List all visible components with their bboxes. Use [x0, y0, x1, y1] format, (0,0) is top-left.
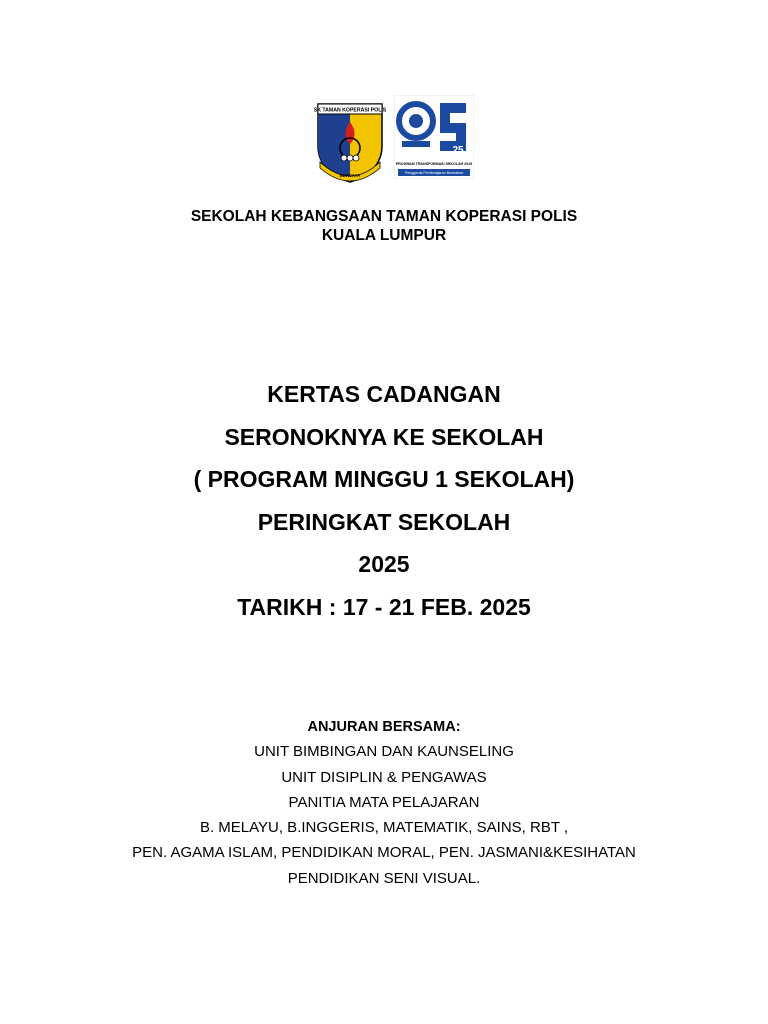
ts-number: 25	[452, 145, 464, 156]
crest-motto-text: BERJAYA	[339, 173, 361, 178]
title-line-3: ( PROGRAM MINGGU 1 SEKOLAH)	[193, 466, 575, 493]
organizer-line: PENDIDIKAN SENI VISUAL.	[287, 869, 481, 887]
school-header	[0, 207, 768, 245]
organizer-line: PANITIA MATA PELAJARAN	[288, 793, 480, 811]
title-line-2: SERONOKNYA KE SEKOLAH	[224, 423, 544, 450]
title-date: TARIKH : 17 - 21 FEB. 2025	[237, 593, 531, 620]
title-line-4: PERINGKAT SEKOLAH	[257, 508, 511, 535]
crest-top-text: SK TAMAN KOPERASI POLIS	[314, 107, 386, 114]
ts-logo-subtext: Penggerak Pembelajaran Bermakna	[405, 171, 463, 176]
organizers-section	[0, 717, 768, 894]
title-line-1: KERTAS CADANGAN	[267, 381, 501, 407]
title-year: 2025	[358, 551, 410, 578]
organizer-line: B. MELAYU, B.INGGERIS, MATEMATIK, SAINS, RBT ,	[199, 819, 569, 837]
organizer-line: PEN. AGAMA ISLAM, PENDIDIKAN MORAL, PEN. JASMANI&KESIHATAN	[132, 844, 636, 862]
ts-logo-text: PROGRAM TRANSFORMASI SEKOLAH 2025	[395, 162, 473, 166]
logo-group	[314, 95, 476, 183]
organizer-line: UNIT BIMBINGAN DAN KAUNSELING	[254, 743, 514, 761]
document-title	[0, 379, 768, 635]
school-city: KUALA LUMPUR	[321, 227, 447, 244]
ts25-program-logo	[394, 95, 474, 179]
organizer-line: UNIT DISIPLIN & PENGAWAS	[281, 768, 487, 786]
school-crest-logo	[314, 100, 386, 184]
organizers-heading: ANJURAN BERSAMA:	[307, 719, 461, 735]
school-name: SEKOLAH KEBANGSAAN TAMAN KOPERASI POLIS	[190, 208, 578, 225]
